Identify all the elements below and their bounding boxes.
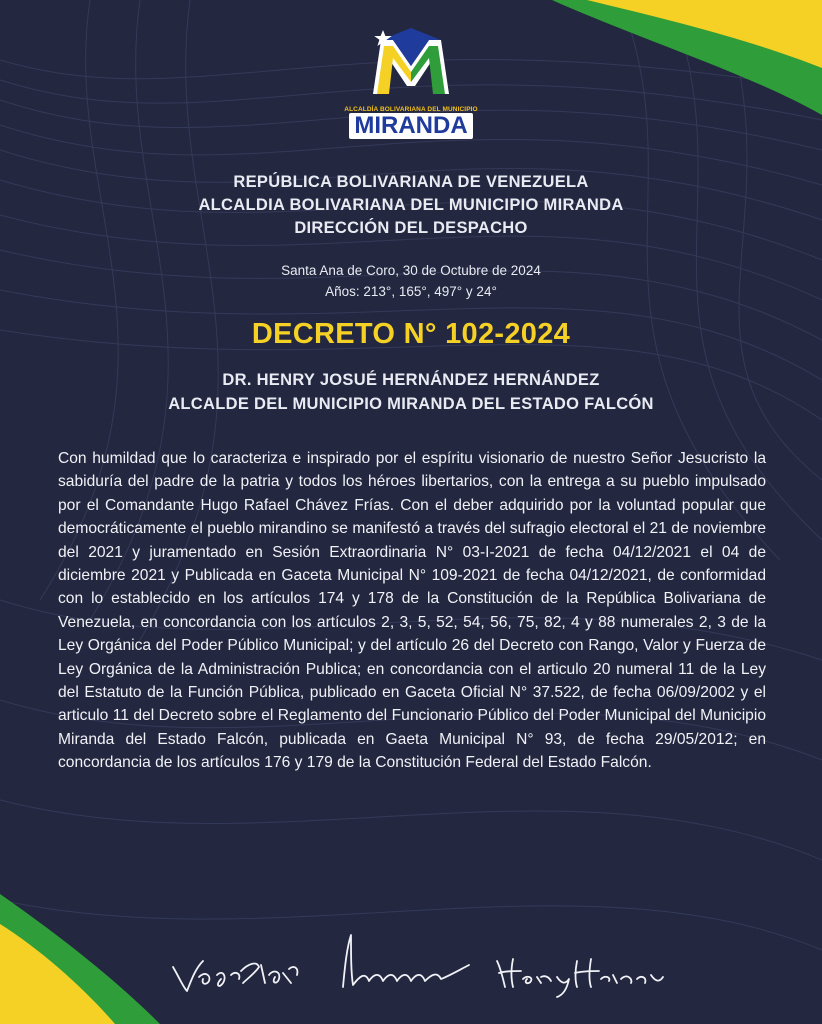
- signature-3: [497, 959, 663, 997]
- signature-2: [343, 935, 469, 987]
- decree-title: DECRETO N° 102-2024: [251, 318, 571, 350]
- place-date: Santa Ana de Coro, 30 de Octubre de 2024: [281, 263, 541, 278]
- top-right-corner-stripes: [552, 0, 822, 115]
- date-block: [0, 260, 822, 302]
- signer-role: ALCALDE DEL MUNICIPIO MIRANDA DEL ESTADO FALCÓN: [168, 395, 654, 413]
- miranda-logo: [338, 20, 484, 139]
- logo-subtitle: ALCALDÍA BOLIVARIANA DEL MUNICIPIO: [344, 106, 478, 113]
- header-line-republic: REPÚBLICA BOLIVARIANA DE VENEZUELA: [233, 173, 589, 191]
- logo-m-emblem: [351, 20, 471, 100]
- header-line-direccion: DIRECCIÓN DEL DESPACHO: [294, 219, 528, 237]
- logo-wordmark: MIRANDA: [349, 113, 472, 139]
- header-line-alcaldia: ALCALDIA BOLIVARIANA DEL MUNICIPIO MIRANDA: [198, 196, 624, 214]
- years-line: Años: 213°, 165°, 497° y 24°: [325, 284, 497, 299]
- signer-block: [0, 368, 822, 416]
- header-block: [0, 171, 822, 240]
- signatures: [165, 925, 665, 1005]
- signer-name: DR. HENRY JOSUÉ HERNÁNDEZ HERNÁNDEZ: [222, 371, 600, 389]
- signature-1: [173, 961, 297, 991]
- bottom-left-corner-stripes: [0, 894, 160, 1024]
- decree-body-text: Con humildad que lo caracteriza e inspirado por el espíritu visionario de nuestro Señor Jesucristo la sabiduría del padre de la patria y todos los héroes libertarios, con la entrega a su pueblo impulsado por el Comandante Hugo Rafael Chávez Frías. Con el deber adquirido por la voluntad popular que democráticamente el pueblo mirandino se manifestó a través del sufragio electoral el 21 de noviembre del 2021 y juramentado en Sesión Extraordinaria N° 03-I-2021 de fecha 04/12/2021 el 04 de diciembre 2021 y Publicada en Gaceta Municipal N° 109-2021 de fecha 04/12/2021, de conformidad con lo establecido en los artículos 174 y 178 de la Constitución de la República Bolivariana de Venezuela, en concordancia con los artículos 2, 3, 5, 52, 54, 56, 75, 82, 4 y 88 numerales 2, 3 de la Ley Orgánica del Poder Público Municipal; y del artículo 26 del Decreto con Rango, Valor y Fuerza de Ley Orgánica de la Administración Publica; en concordancia con el articulo 20 numeral 11 de la Ley del Estatuto de la Función Pública, publicado en Gaceta Oficial N° 37.522, de fecha 06/09/2002 y el articulo 11 del Decreto sobre el Reglamento del Funcionario Público del Poder Municipal del Municipio Miranda del Estado Falcón, publicada en Gaeta Municipal N° 93, de fecha 29/05/2012; en concordancia de los artículos 176 y 179 de la Constitución Federal del Estado Falcón.: [58, 450, 766, 772]
